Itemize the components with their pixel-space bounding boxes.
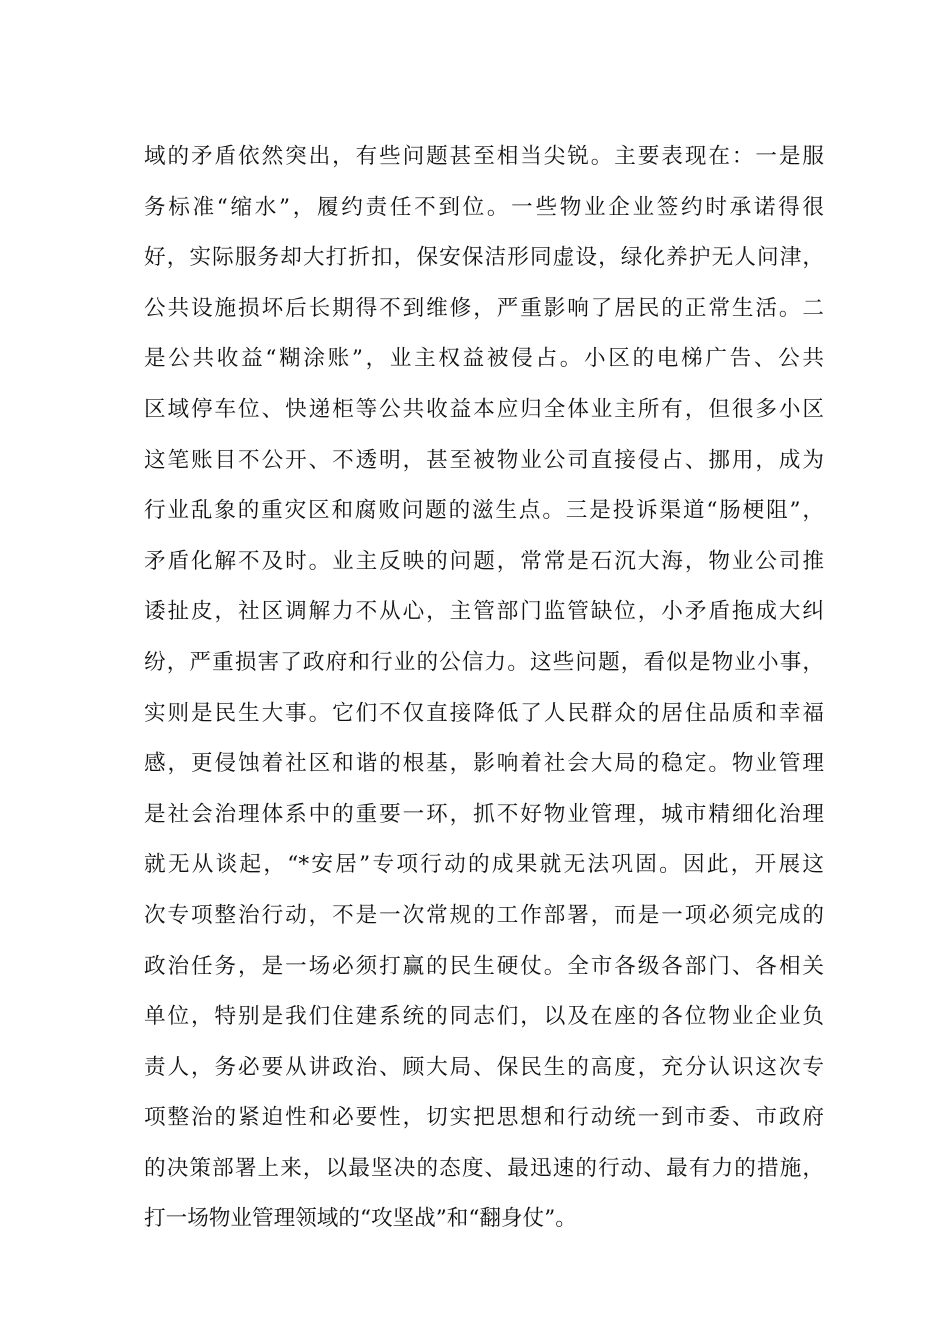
body-paragraph <box>144 132 824 1245</box>
text-line: 是公共收益“糊涂账”，业主权益被侵占。小区的电梯广告、公共 <box>144 346 824 372</box>
text-line: 务标准“缩水”，履约责任不到位。一些物业企业签约时承诺得很 <box>144 194 824 220</box>
text-line: 公共设施损坏后长期得不到维修，严重影响了居民的正常生活。二 <box>144 295 824 321</box>
text-line: 实则是民生大事。它们不仅直接降低了人民群众的居住品质和幸福 <box>144 700 824 726</box>
text-line-last: 打一场物业管理领域的“攻坚战”和“翻身仗”。 <box>144 1206 577 1232</box>
text-line: 就无从谈起，“*安居”专项行动的成果就无法巩固。因此，开展这 <box>144 852 824 878</box>
text-line: 项整治的紧迫性和必要性，切实把思想和行动统一到市委、市政府 <box>144 1105 824 1131</box>
text-line: 的决策部署上来，以最坚决的态度、最迅速的行动、最有力的措施， <box>144 1155 824 1181</box>
text-line: 政治任务，是一场必须打赢的民生硬仗。全市各级各部门、各相关 <box>144 953 824 979</box>
text-line: 诿扯皮，社区调解力不从心，主管部门监管缺位，小矛盾拖成大纠 <box>144 599 824 625</box>
text-line: 纷，严重损害了政府和行业的公信力。这些问题，看似是物业小事， <box>144 649 824 675</box>
text-line: 区域停车位、快递柜等公共收益本应归全体业主所有，但很多小区 <box>144 396 824 422</box>
text-line: 责人，务必要从讲政治、顾大局、保民生的高度，充分认识这次专 <box>144 1054 824 1080</box>
text-line: 这笔账目不公开、不透明，甚至被物业公司直接侵占、挪用，成为 <box>144 447 824 473</box>
text-line: 单位，特别是我们住建系统的同志们，以及在座的各位物业企业负 <box>144 1004 824 1030</box>
text-line: 行业乱象的重灾区和腐败问题的滋生点。三是投诉渠道“肠梗阻”， <box>144 498 824 524</box>
text-line: 矛盾化解不及时。业主反映的问题，常常是石沉大海，物业公司推 <box>144 548 824 574</box>
text-line: 域的矛盾依然突出，有些问题甚至相当尖锐。主要表现在：一是服 <box>144 144 824 169</box>
text-line: 感，更侵蚀着社区和谐的根基，影响着社会大局的稳定。物业管理 <box>144 751 824 777</box>
text-line: 次专项整治行动，不是一次常规的工作部署，而是一项必须完成的 <box>144 902 824 928</box>
text-line: 是社会治理体系中的重要一环，抓不好物业管理，城市精细化治理 <box>144 801 824 827</box>
text-line: 好，实际服务却大打折扣，保安保洁形同虚设，绿化养护无人问津， <box>144 245 824 271</box>
